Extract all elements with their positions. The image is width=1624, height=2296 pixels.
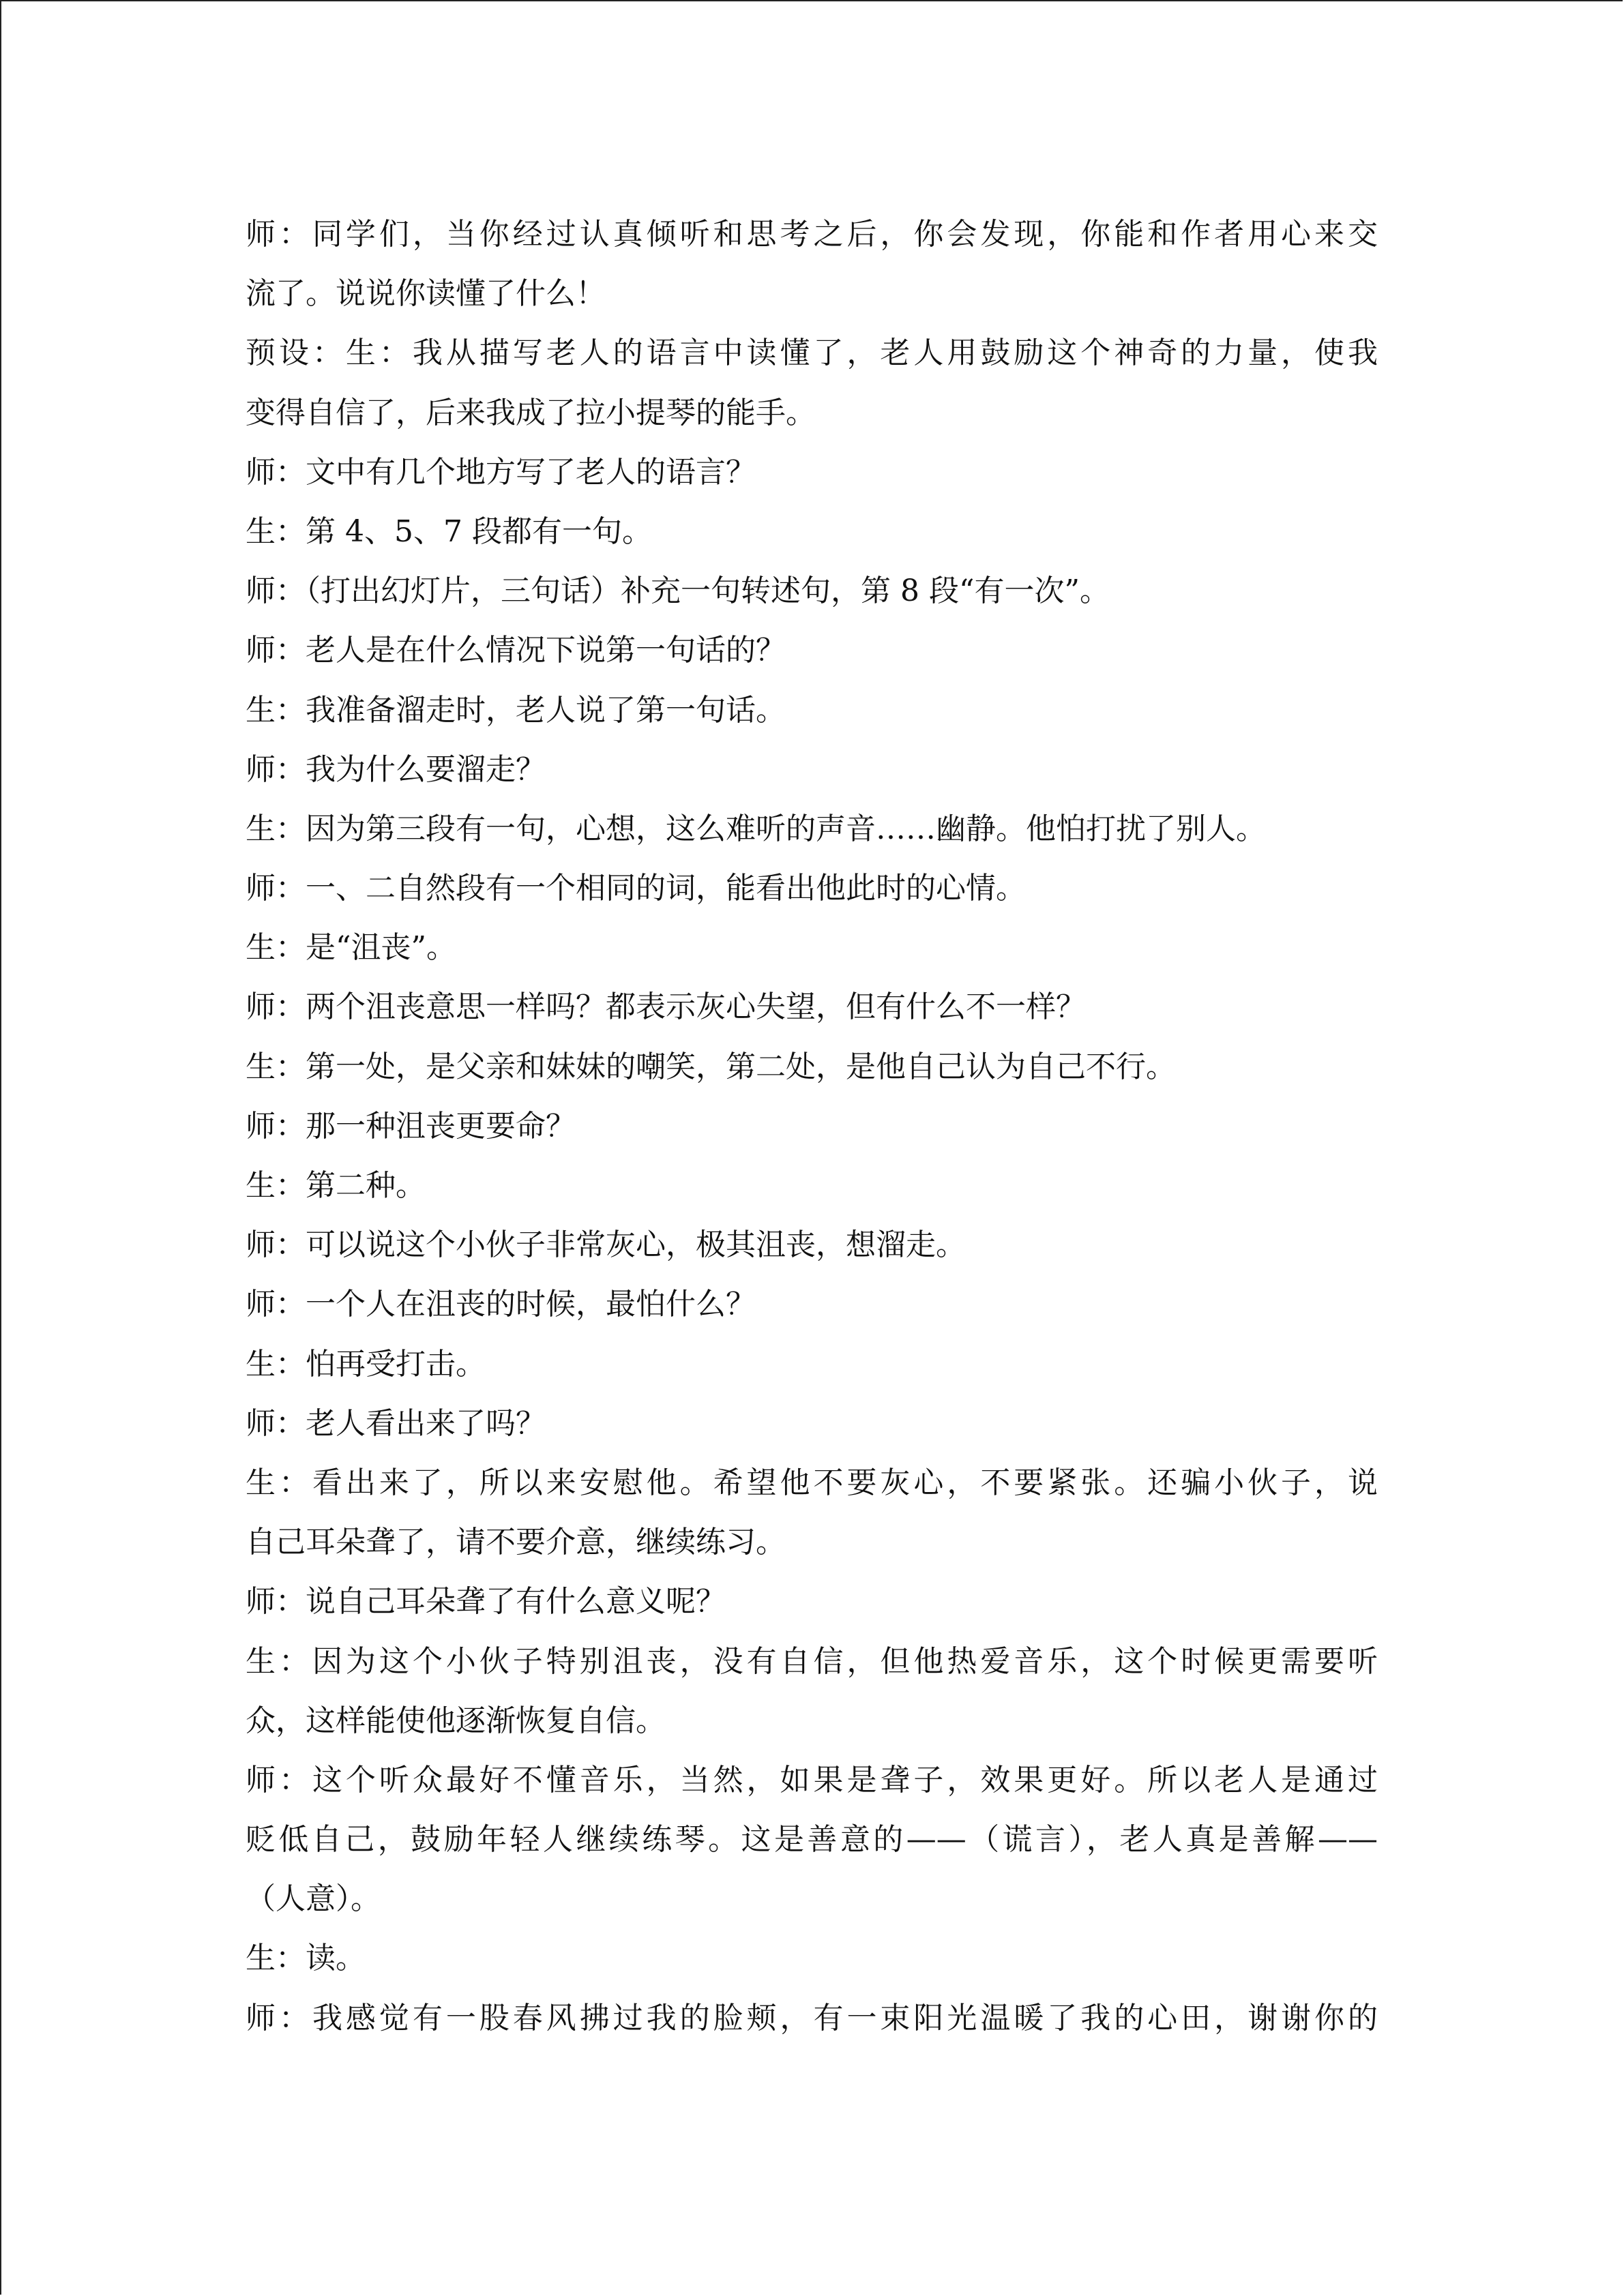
text-line: 生：是“沮丧”。	[246, 930, 456, 966]
text-line: 生：看出来了，所以来安慰他。希望他不要灰心，不要紧张。还骗小伙子，说	[246, 1465, 1378, 1500]
document-body	[246, 205, 1378, 2048]
text-line: 师：同学们，当你经过认真倾听和思考之后，你会发现，你能和作者用心来交	[246, 217, 1378, 252]
text-line: 众，这样能使他逐渐恢复自信。	[246, 1703, 666, 1738]
text-line: 生：怕再受打击。	[246, 1346, 486, 1382]
text-line: 师：老人是在什么情况下说第一句话的？	[246, 633, 786, 668]
text-line: 师：老人看出来了吗？	[246, 1405, 546, 1441]
text-line: 生：因为这个小伙子特别沮丧，没有自信，但他热爱音乐，这个时候更需要听	[246, 1643, 1378, 1679]
text-line: 师：我感觉有一股春风拂过我的脸颊，有一束阳光温暖了我的心田，谢谢你的	[246, 2000, 1378, 2036]
text-line: 师：一、二自然段有一个相同的词，能看出他此时的心情。	[246, 871, 1026, 906]
text-line: 生：读。	[246, 1941, 366, 1976]
text-line: 师：可以说这个小伙子非常灰心，极其沮丧，想溜走。	[246, 1227, 966, 1263]
text-line: 生：第一处，是父亲和妹妹的嘲笑，第二处，是他自己认为自己不行。	[246, 1049, 1176, 1084]
text-line: 生：因为第三段有一句，心想，这么难听的声音……幽静。他怕打扰了别人。	[246, 811, 1266, 846]
text-line: 师：我为什么要溜走？	[246, 751, 546, 787]
text-line: 预设：生：我从描写老人的语言中读懂了，老人用鼓励这个神奇的力量，使我	[246, 336, 1378, 371]
text-line: 生：第二种。	[246, 1168, 426, 1203]
text-line: 流了。说说你读懂了什么！	[246, 276, 606, 312]
text-line: （人意）。	[246, 1881, 381, 1917]
text-line: 贬低自己，鼓励年轻人继续练琴。这是善意的——（谎言），老人真是善解——	[246, 1822, 1378, 1858]
text-line: 自己耳朵聋了，请不要介意，继续练习。	[246, 1525, 786, 1560]
text-line: 师：这个听众最好不懂音乐，当然，如果是聋子，效果更好。所以老人是通过	[246, 1762, 1378, 1798]
text-line: 师：一个人在沮丧的时候，最怕什么？	[246, 1287, 756, 1322]
text-line: 师：（打出幻灯片，三句话）补充一句转述句，第 8 段“有一次”。	[246, 573, 1110, 609]
text-line: 师：两个沮丧意思一样吗？都表示灰心失望，但有什么不一样？	[246, 989, 1086, 1025]
text-line: 生：第 4、5、7 段都有一句。	[246, 513, 652, 549]
text-line: 师：那一种沮丧更要命？	[246, 1108, 576, 1144]
text-line: 变得自信了，后来我成了拉小提琴的能手。	[246, 395, 816, 430]
text-line: 师：说自己耳朵聋了有什么意义呢？	[246, 1584, 726, 1620]
text-line: 师：文中有几个地方写了老人的语言？	[246, 454, 756, 490]
text-line: 生：我准备溜走时，老人说了第一句话。	[246, 692, 786, 728]
